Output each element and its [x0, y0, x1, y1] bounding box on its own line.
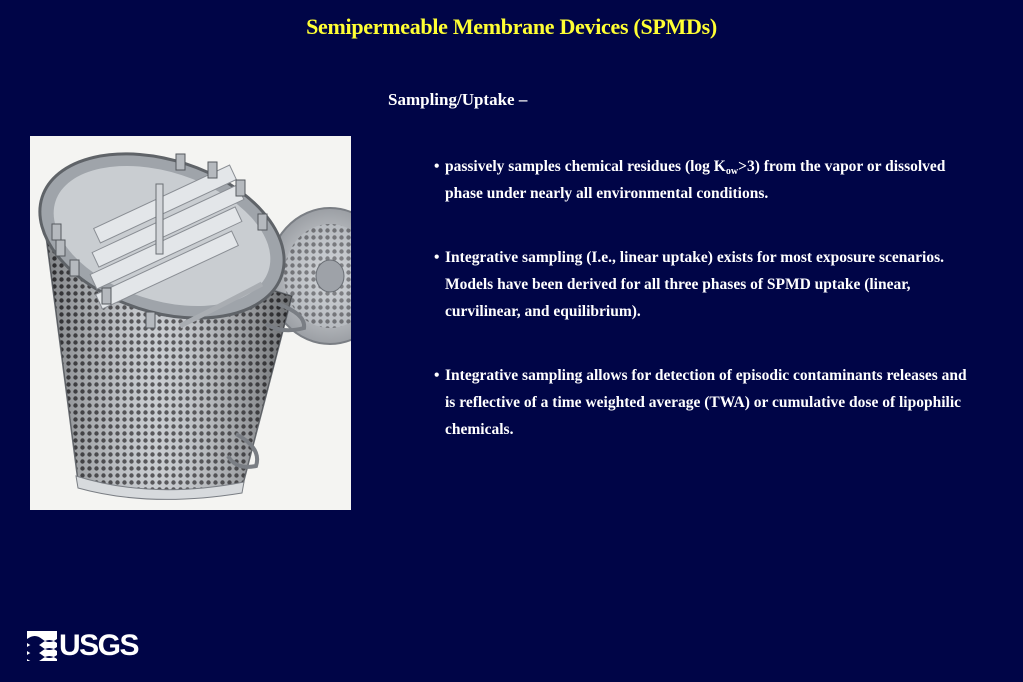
bullet-text: Integrative sampling (I.e., linear uptake) exists for most exposure scenarios. Models have been derived for all three phases of SPMD uptake (linear, curvilinear, and equilibrium). — [445, 249, 944, 320]
bullet-dot: • — [434, 249, 440, 266]
usgs-logo-text: USGS — [59, 629, 139, 662]
spmd-canister-photo — [30, 136, 351, 510]
bullet-text-prefix: passively samples chemical residues (log K — [445, 158, 726, 175]
bullet-item — [434, 362, 974, 443]
usgs-wave-icon — [27, 631, 57, 661]
slide-title: Semipermeable Membrane Devices (SPMDs) — [306, 14, 717, 39]
kow-subscript: ow — [725, 166, 739, 177]
bullet-item — [434, 244, 974, 325]
bullet-dot: • — [434, 158, 440, 175]
bullet-item — [434, 153, 974, 207]
bullet-dot: • — [434, 367, 440, 384]
bullet-text: Integrative sampling allows for detection of episodic contaminants releases and is reflective of a time weighted average (TWA) or cumulative dose of lipophilic chemicals. — [445, 367, 967, 438]
spmd-canister-illustration — [30, 136, 351, 510]
slide-subtitle: Sampling/Uptake – — [388, 90, 528, 109]
bullet-list — [434, 153, 974, 480]
usgs-logo — [27, 630, 138, 662]
bullet-text-suffix: >3) from the vapor or dissolved phase under nearly all environmental conditions. — [445, 158, 946, 202]
